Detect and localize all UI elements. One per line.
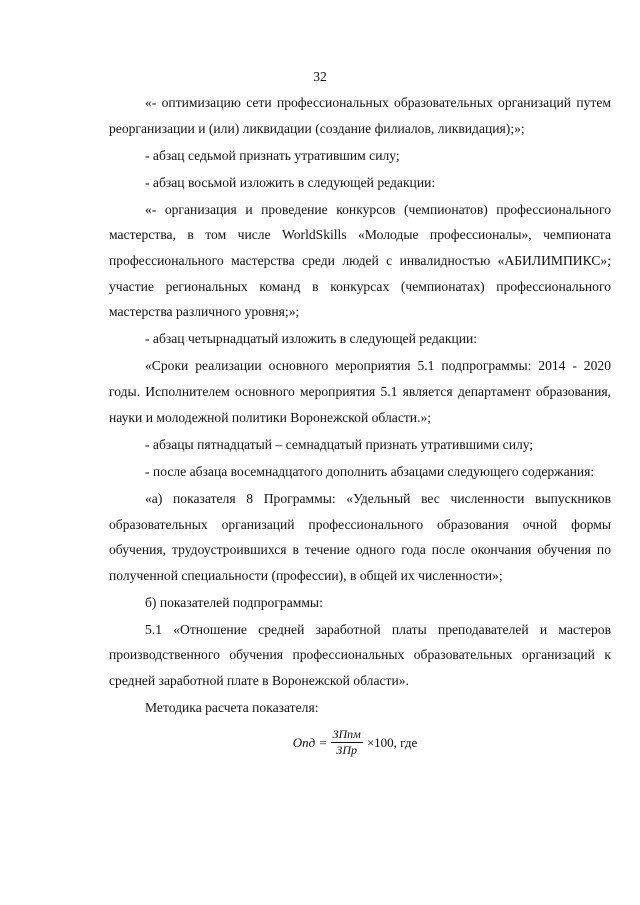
paragraph-add-after-eighteenth: - после абзаца восемнадцатого дополнить абзацами следующего содержания: [145,463,595,479]
formula-multiplier: ×100 [366,734,394,750]
page-number: 32 [313,69,327,84]
paragraph-optimization: «- оптимизацию сети профессиональных образовательных организаций путем реорганизации и (или) ликвидации (создание филиалов, ликвидация);»; [109,95,611,136]
paragraph-subprogram-indicators: б) показателей подпрограммы: [145,594,323,610]
paragraph-seventh-invalid: - абзац седьмой признать утратившим силу; [145,147,400,163]
paragraph-methodology: Методика расчета показателя: [145,700,319,716]
document-body [109,90,611,722]
paragraph-eighth-edit: - абзац восьмой изложить в следующей редакции: [145,174,436,190]
formula-suffix: , где [393,734,418,750]
formula-numerator: ЗПпм [332,727,361,741]
paragraph-fifteenth-seventeenth-invalid: - абзацы пятнадцатый – семнадцатый признать утратившими силу; [145,436,534,452]
paragraph-fourteenth-edit: - абзац четырнадцатый изложить в следующей редакции: [145,331,478,347]
paragraph-indicator-5-1: 5.1 «Отношение средней заработной платы преподавателей и мастеров производственного обучения профессиональных образовательных организаций к средней заработной плате в Воронежской области». [109,621,611,689]
formula-lhs: Опд [292,734,316,750]
paragraph-indicator-8: «а) показателя 8 Программы: «Удельный вес численности выпускников образовательных организаций профессионального образования очной формы обучения, трудоустроившихся в течение одного года после окончания обучения по полученной специальности (профессии), в общей их численности»; [109,490,611,583]
paragraph-implementation-terms: «Сроки реализации основного мероприятия 5.1 подпрограммы: 2014 - 2020 годы. Исполнителем основного мероприятия 5.1 является департамент образования, науки и молодежной политики Воронежской области.»; [109,358,611,425]
formula-denominator: ЗПр [336,743,357,757]
paragraph-competitions: «- организация и проведение конкурсов (чемпионатов) профессионального мастерства, в том числе WorldSkills «Молодые профессионалы», чемпионата профессионального мастерства среди людей с инвалидностью «АБИЛИМПИКС»; участие региональных команд в конкурсах (чемпионатах) профессионального мастерства различного уровня;»; [109,201,611,320]
formula-fraction [331,727,363,758]
formula-equals: = [319,734,327,750]
formula [0,727,640,758]
